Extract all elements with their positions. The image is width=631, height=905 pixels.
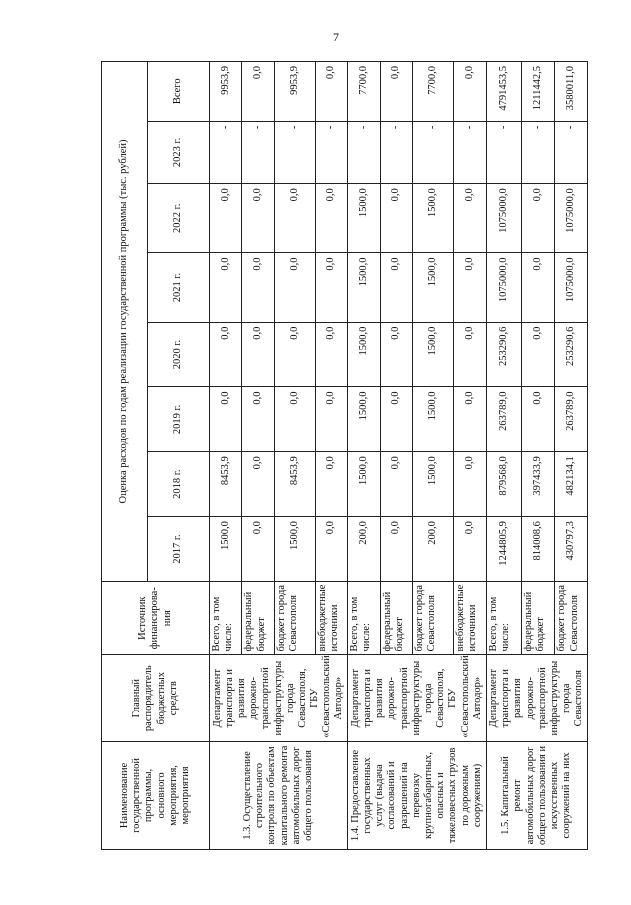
value-cell: 0,0 [315, 184, 347, 253]
value-cell: 0,0 [522, 322, 555, 387]
value-cell: 253290,6 [555, 322, 588, 387]
value-cell: 0,0 [242, 517, 274, 582]
value-cell: 0,0 [274, 184, 315, 253]
value-cell: 1500,0 [348, 322, 380, 387]
header-year-2022: 2022 г. [148, 184, 210, 253]
header-year-2017: 2017 г. [148, 517, 210, 582]
table-body [210, 62, 588, 850]
value-cell: 0,0 [454, 184, 486, 253]
value-cell: - [555, 121, 588, 184]
value-cell: 0,0 [315, 452, 347, 517]
source-cell: Всего, в том числе: [486, 581, 522, 654]
header-year-2021: 2021 г. [148, 253, 210, 322]
value-cell: 0,0 [242, 387, 274, 452]
table-row [486, 62, 522, 850]
value-cell: 0,0 [380, 184, 412, 253]
value-cell: - [242, 121, 274, 184]
value-cell: 0,0 [522, 253, 555, 322]
total-cell: 7700,0 [413, 62, 454, 122]
value-cell: 0,0 [242, 253, 274, 322]
value-cell: - [486, 121, 522, 184]
value-cell: 0,0 [210, 322, 242, 387]
total-cell: 9953,9 [274, 62, 315, 122]
value-cell: 1075000,0 [555, 184, 588, 253]
value-cell: - [210, 121, 242, 184]
value-cell: 482134,1 [555, 452, 588, 517]
source-cell: бюджет города Севастополя [413, 581, 454, 654]
value-cell: - [348, 121, 380, 184]
table-row [210, 62, 242, 850]
value-cell: 0,0 [380, 322, 412, 387]
value-cell: 1500,0 [413, 322, 454, 387]
value-cell: 1500,0 [348, 184, 380, 253]
total-cell: 3580011,0 [555, 62, 588, 122]
value-cell: 0,0 [454, 452, 486, 517]
value-cell: 0,0 [274, 322, 315, 387]
header-year-2023: 2023 г. [148, 121, 210, 184]
page-number: 7 [333, 30, 339, 44]
value-cell: 1075000,0 [486, 184, 522, 253]
value-cell: 0,0 [274, 387, 315, 452]
manager-cell: Департамент транспорта и развития дорожно-транспортной инфраструктуры города Севастополя [486, 655, 587, 741]
header-program-name: Наименование государственной программы, основного мероприятия, мероприятия [102, 741, 210, 849]
total-cell: 7700,0 [348, 62, 380, 122]
value-cell: 0,0 [454, 517, 486, 582]
value-cell: 0,0 [242, 322, 274, 387]
value-cell: 0,0 [522, 184, 555, 253]
value-cell: 1075000,0 [486, 253, 522, 322]
value-cell: - [413, 121, 454, 184]
header-expense-estimate: Оценка расходов по годам реализации государственной программы (тыс. рублей) [102, 62, 148, 582]
value-cell: 1075000,0 [555, 253, 588, 322]
value-cell: 0,0 [380, 517, 412, 582]
value-cell: 0,0 [380, 452, 412, 517]
value-cell: 397433,9 [522, 452, 555, 517]
value-cell: 0,0 [380, 387, 412, 452]
value-cell: - [522, 121, 555, 184]
value-cell: 1500,0 [413, 387, 454, 452]
total-cell: 9953,9 [210, 62, 242, 122]
value-cell: 1500,0 [348, 387, 380, 452]
value-cell: - [274, 121, 315, 184]
value-cell: 0,0 [210, 253, 242, 322]
value-cell: 0,0 [454, 387, 486, 452]
source-cell: бюджет города Севастополя [555, 581, 588, 654]
header-source: Источник финансирова-ния [102, 581, 210, 654]
value-cell: 1500,0 [413, 452, 454, 517]
source-cell: внебюджетные источники [454, 581, 486, 654]
program-name-cell: 1.5. Капитальный ремонт автомобильных дорог общего пользования и искусственных сооружений на них [486, 741, 587, 849]
value-cell: 0,0 [380, 253, 412, 322]
value-cell: 200,0 [348, 517, 380, 582]
value-cell: 1500,0 [413, 184, 454, 253]
value-cell: 0,0 [315, 253, 347, 322]
value-cell: 8453,9 [274, 452, 315, 517]
value-cell: 430797,3 [555, 517, 588, 582]
source-cell: бюджет города Севастополя [274, 581, 315, 654]
value-cell: - [380, 121, 412, 184]
rotated-table-container [101, 61, 588, 850]
value-cell: 0,0 [315, 387, 347, 452]
header-year-2019: 2019 г. [148, 387, 210, 452]
value-cell: - [454, 121, 486, 184]
expenditure-table [101, 61, 588, 850]
value-cell: 0,0 [274, 253, 315, 322]
header-year-2018: 2018 г. [148, 452, 210, 517]
value-cell: 0,0 [315, 517, 347, 582]
value-cell: 0,0 [454, 322, 486, 387]
total-cell: 1211442,5 [522, 62, 555, 122]
value-cell: 0,0 [454, 253, 486, 322]
value-cell: 0,0 [242, 184, 274, 253]
header-manager: Главный распорядитель бюджетных средств [102, 655, 210, 741]
manager-cell: Департамент транспорта и развития дорожно-транспортной инфраструктуры города Севастополя, ГБУ «Севастопольский Автодор» [348, 655, 486, 741]
total-cell: 0,0 [380, 62, 412, 122]
value-cell: 263789,0 [486, 387, 522, 452]
value-cell: 253290,6 [486, 322, 522, 387]
total-cell: 0,0 [315, 62, 347, 122]
value-cell: 0,0 [522, 387, 555, 452]
source-cell: Всего, в том числе: [210, 581, 242, 654]
value-cell: 879568,0 [486, 452, 522, 517]
table-row [348, 62, 380, 850]
source-cell: федеральный бюджет [242, 581, 274, 654]
value-cell: 0,0 [210, 184, 242, 253]
value-cell: 0,0 [315, 322, 347, 387]
total-cell: 0,0 [242, 62, 274, 122]
source-cell: внебюджетные источники [315, 581, 347, 654]
value-cell: 1500,0 [348, 452, 380, 517]
manager-cell: Департамент транспорта и развития дорожно-транспортной инфраструктуры города Севастополя, ГБУ «Севастопольский Автодор» [210, 655, 348, 741]
total-cell: 0,0 [454, 62, 486, 122]
value-cell: 1500,0 [274, 517, 315, 582]
source-cell: Всего, в том числе: [348, 581, 380, 654]
value-cell: 814008,6 [522, 517, 555, 582]
header-total: Всего [148, 62, 210, 122]
header-year-2020: 2020 г. [148, 322, 210, 387]
value-cell: 0,0 [242, 452, 274, 517]
value-cell: 1244805,9 [486, 517, 522, 582]
value-cell: 200,0 [413, 517, 454, 582]
value-cell: 1500,0 [413, 253, 454, 322]
value-cell: 8453,9 [210, 452, 242, 517]
value-cell: 263789,0 [555, 387, 588, 452]
source-cell: федеральный бюджет [380, 581, 412, 654]
value-cell: 1500,0 [348, 253, 380, 322]
program-name-cell: 1.4. Предоставление государственных услуг (выдача согласований и разрешений на перевозку крупногабаритных, опасных и тяжеловесных грузов по дорожным сооружениям) [348, 741, 486, 849]
program-name-cell: 1.3. Осуществление строительного контроля по объектам капитального ремонта автомобильных дорог общего пользования [210, 741, 348, 849]
source-cell: федеральный бюджет [522, 581, 555, 654]
total-cell: 4791453,5 [486, 62, 522, 122]
value-cell: 0,0 [210, 387, 242, 452]
value-cell: 1500,0 [210, 517, 242, 582]
value-cell: - [315, 121, 347, 184]
